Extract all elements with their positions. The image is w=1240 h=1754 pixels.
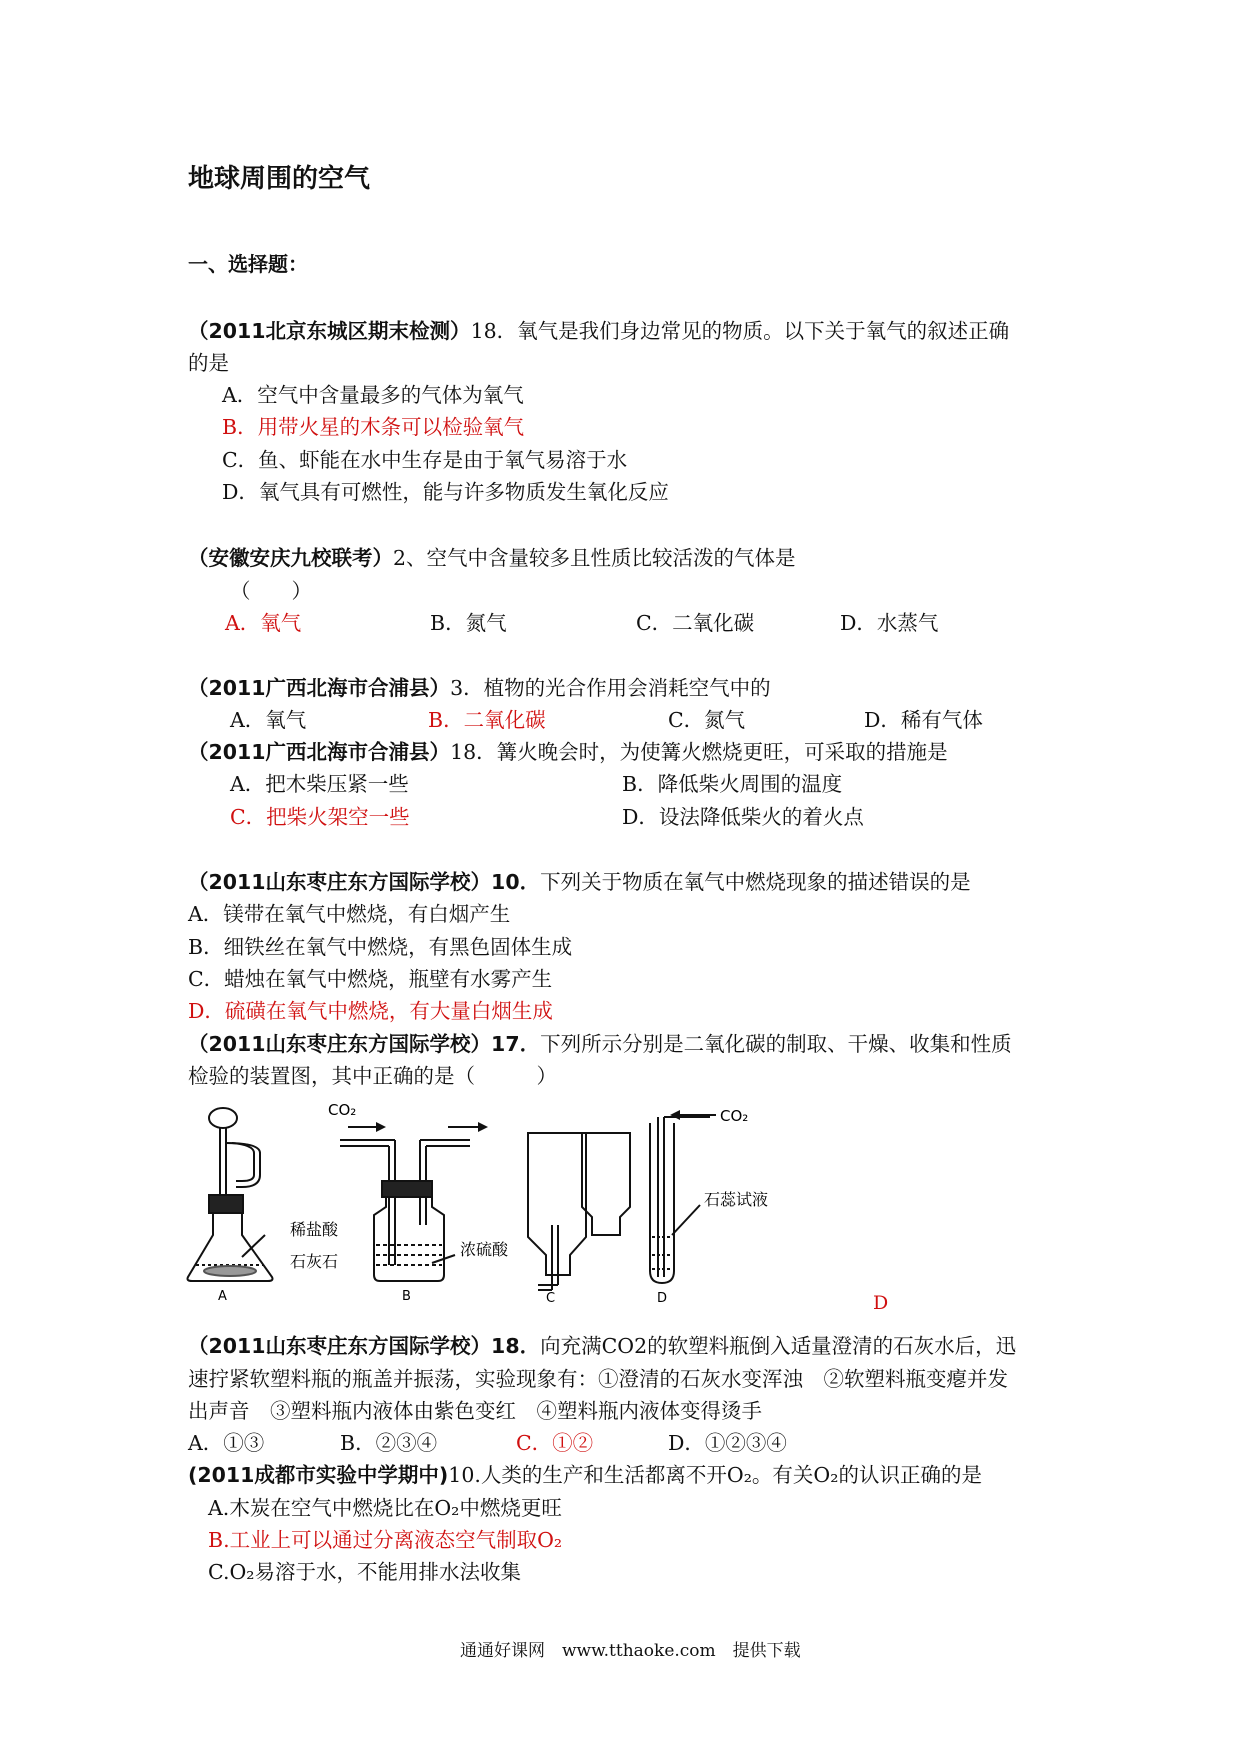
question-6-line1 <box>188 1031 1012 1057</box>
page-title: 地球周围的空气 <box>188 164 371 194</box>
question-3-stem: 3．植物的光合作用会消耗空气中的 <box>450 676 771 700</box>
question-6-answer: D <box>873 1292 889 1314</box>
question-8-option-c: C.O₂易溶于水，不能用排水法收集 <box>208 1560 521 1584</box>
apparatus-b-co2-label: CO₂ <box>328 1101 357 1119</box>
apparatus-d-co2-label: CO₂ <box>720 1107 749 1125</box>
question-4-source: （2011广西北海市合浦县） <box>188 740 451 764</box>
question-8-source: (2011成都市实验中学期中) <box>188 1463 449 1487</box>
label-d: D <box>657 1291 668 1305</box>
litmus-label: 石蕊试液 <box>704 1190 769 1209</box>
question-7-source: （2011山东枣庄东方国际学校）18． <box>188 1334 541 1358</box>
question-1-option-a: A．空气中含量最多的气体为氧气 <box>222 383 524 407</box>
question-3-option-d: D．稀有气体 <box>864 708 983 732</box>
apparatus-c-gas-jar <box>528 1133 630 1290</box>
question-2-stem: 2、空气中含量较多且性质比较活泼的气体是 <box>393 546 796 570</box>
question-1-option-c: C．鱼、虾能在水中生存是由于氧气易溶于水 <box>222 448 628 472</box>
question-6-stem: 下列所示分别是二氧化碳的制取、干燥、收集和性质 <box>540 1032 1012 1056</box>
apparatus-figure <box>180 1095 900 1305</box>
question-1-source: （2011北京东城区期末检测） <box>188 319 471 343</box>
question-2-option-b: B．氮气 <box>430 611 507 635</box>
question-2-option-a: A．氧气 <box>225 611 302 635</box>
question-7-option-b: B．②③④ <box>340 1431 438 1455</box>
question-2-option-d: D．水蒸气 <box>840 611 939 635</box>
question-5-option-b: B．细铁丝在氧气中燃烧，有黑色固体生成 <box>188 935 573 959</box>
question-4-stem: 18．篝火晚会时，为使篝火燃烧更旺，可采取的措施是 <box>450 740 948 764</box>
question-2-blank: （ ） <box>230 579 312 603</box>
question-1-option-b: B．用带火星的木条可以检验氧气 <box>222 415 525 439</box>
label-c: C <box>546 1291 556 1305</box>
apparatus-d-test-tube <box>650 1111 710 1283</box>
question-8-stem: 10.人类的生产和生活都离不开O₂。有关O₂的认识正确的是 <box>448 1463 982 1487</box>
question-3-option-c: C．氮气 <box>668 708 746 732</box>
question-6-source: （2011山东枣庄东方国际学校）17． <box>188 1032 541 1056</box>
question-3-line1 <box>188 675 771 701</box>
limestone-label: 石灰石 <box>290 1252 339 1271</box>
question-2-line1 <box>188 545 796 571</box>
apparatus-a-flask <box>188 1108 273 1281</box>
question-8-line1 <box>188 1462 982 1488</box>
page-footer: 通通好课网 www.tthaoke.com 提供下载 <box>460 1641 801 1661</box>
sulfuric-acid-label: 浓硫酸 <box>460 1240 509 1259</box>
question-3-option-b: B．二氧化碳 <box>428 708 546 732</box>
question-4-option-b: B．降低柴火周围的温度 <box>622 772 843 796</box>
question-5-option-d: D．硫磺在氧气中燃烧，有大量白烟生成 <box>188 999 553 1023</box>
question-1-stem: 18．氧气是我们身边常见的物质。以下关于氧气的叙述正确 <box>470 319 1010 343</box>
question-7-stem: 向充满CO2的软塑料瓶倒入适量澄清的石灰水后，迅 <box>540 1334 1017 1358</box>
question-7-option-a: A．①③ <box>188 1431 265 1455</box>
question-6-stem-cont: 检验的装置图，其中正确的是（ ） <box>188 1064 557 1088</box>
apparatus-b-washing-bottle <box>340 1140 470 1281</box>
question-8-option-b: B.工业上可以通过分离液态空气制取O₂ <box>208 1528 563 1552</box>
section-heading: 一、选择题： <box>188 252 308 276</box>
question-4-option-d: D．设法降低柴火的着火点 <box>622 805 864 829</box>
question-2-option-c: C．二氧化碳 <box>636 611 755 635</box>
label-a: A <box>218 1289 227 1304</box>
question-3-option-a: A．氧气 <box>230 708 307 732</box>
question-7-stem-2: 速拧紧软塑料瓶的瓶盖并振荡，实验现象有：①澄清的石灰水变浑浊 ②软塑料瓶变瘪并发 <box>188 1367 1008 1391</box>
question-2-source: （安徽安庆九校联考） <box>188 546 393 570</box>
label-b: B <box>402 1289 411 1304</box>
question-3-source: （2011广西北海市合浦县） <box>188 676 451 700</box>
question-8-option-a: A.木炭在空气中燃烧比在O₂中燃烧更旺 <box>208 1496 562 1520</box>
question-5-option-c: C．蜡烛在氧气中燃烧，瓶壁有水雾产生 <box>188 967 553 991</box>
question-1-stem-cont: 的是 <box>188 351 229 375</box>
question-7-option-d: D．①②③④ <box>668 1431 787 1455</box>
question-5-stem: 下列关于物质在氧气中燃烧现象的描述错误的是 <box>540 870 971 894</box>
question-7-stem-3: 出声音 ③塑料瓶内液体由紫色变红 ④塑料瓶内液体变得烫手 <box>188 1399 762 1423</box>
question-7-option-c: C．①② <box>516 1431 594 1455</box>
question-4-option-c: C．把柴火架空一些 <box>230 805 410 829</box>
question-5-line1 <box>188 869 971 895</box>
question-4-line1 <box>188 739 948 765</box>
question-7-line1 <box>188 1333 1016 1359</box>
question-1-line1 <box>188 318 1009 344</box>
question-5-source: （2011山东枣庄东方国际学校）10． <box>188 870 541 894</box>
question-4-option-a: A．把木柴压紧一些 <box>230 772 409 796</box>
acid-label: 稀盐酸 <box>290 1220 339 1239</box>
question-5-option-a: A．镁带在氧气中燃烧，有白烟产生 <box>188 902 511 926</box>
question-1-option-d: D．氧气具有可燃性，能与许多物质发生氧化反应 <box>222 480 669 504</box>
